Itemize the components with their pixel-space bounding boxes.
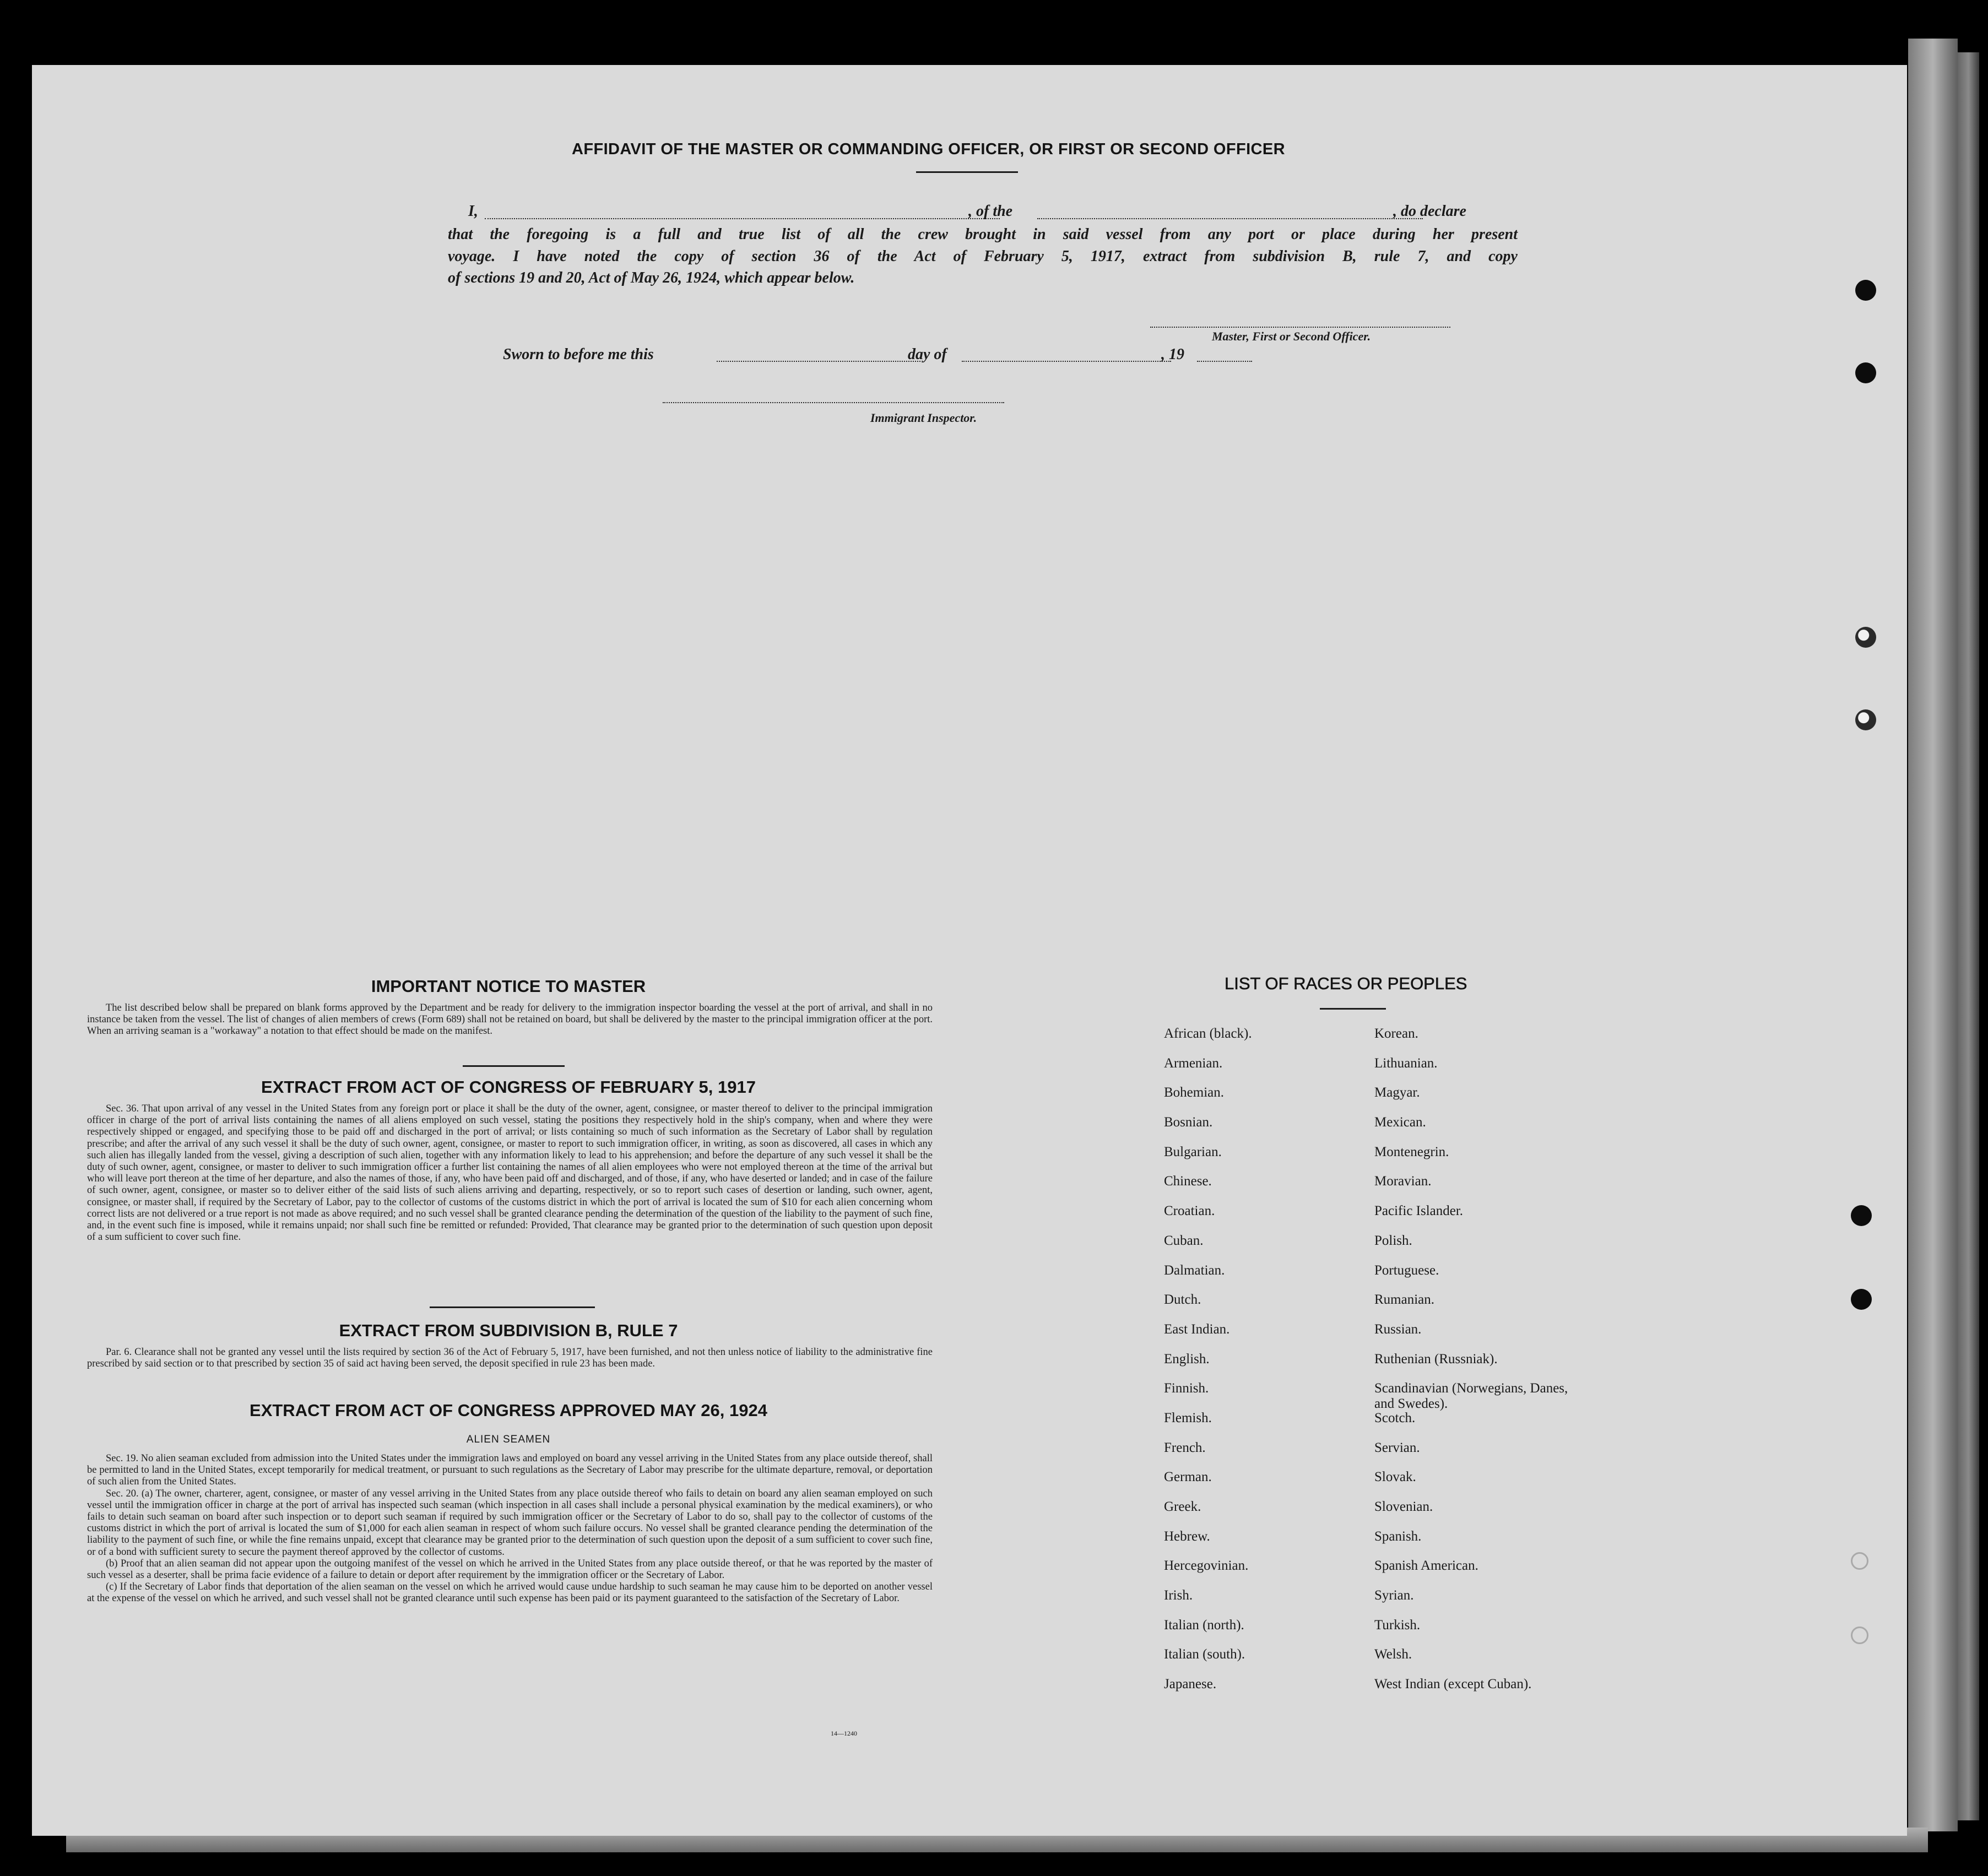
race-item: Magyar. (1374, 1085, 1420, 1100)
race-item: African (black). (1164, 1026, 1252, 1041)
affidavit-title: AFFIDAVIT OF THE MASTER OR COMMANDING OFFICER, OR FIRST OR SECOND OFFICER (572, 140, 1285, 158)
notice-body (87, 1002, 933, 1038)
race-item: Welsh. (1374, 1647, 1412, 1662)
race-item: Croatian. (1164, 1203, 1215, 1219)
punch-hole (1851, 1552, 1868, 1570)
year-prefix: , 19 (1161, 346, 1184, 363)
paragraph-6: Par. 6. Clearance shall not be granted any vessel until the lists required by section 36 of the Act of February 5, 1917, have been furnished, and not then unless notice of liability to the administrative fine prescribed by said section or to that prescribed by section 35 of said act having been served, the deposit specified in rule 23 has been made. (87, 1347, 933, 1370)
race-item: Lithuanian. (1374, 1055, 1438, 1071)
punch-hole (1851, 1289, 1872, 1310)
master-signature-line[interactable] (1150, 327, 1450, 328)
vessel-blank[interactable] (1037, 218, 1423, 219)
race-item: Moravian. (1374, 1174, 1432, 1189)
race-item: Syrian. (1374, 1588, 1414, 1603)
race-item: Russian. (1374, 1321, 1422, 1337)
race-item: Japanese. (1164, 1677, 1217, 1692)
race-item: West Indian (except Cuban). (1374, 1677, 1532, 1692)
section-20c-paragraph: (c) If the Secretary of Labor finds that deportation of the alien seaman on the vessel on which he arrived would cause undue hardship to such seaman he may cause him to be deported on another vessel at the expense of the vessel on which he arrived, and such vessel shall not be granted clearance until such expense has been paid or its payment guaranteed to the satisfaction of the Secretary of Labor. (87, 1581, 933, 1604)
section-20a-paragraph: Sec. 20. (a) The owner, charterer, agent, consignee, or master of any vessel arriving in the United States from any place outside thereof who fails to detain on board any alien seaman employed on such vessel until the immigration officer in charge at the port of arrival has inspected such seaman (which inspection in all cases shall include a personal physical examination by the medical examiners), or who fails to detain such seaman on board after such inspection or to deport such seaman if required by such immigration officer or the Secretary of Labor to do so, shall pay to the collector of customs of the customs district in which the port of arrival is located the sum of $1,000 for each alien seaman in respect of whom such failure occurs. No vessel shall be granted clearance pending the determination of the liability to the payment of such fine, or while the fine remains unpaid, except that clearance may be granted prior to the determination of such question upon the deposit of a sum sufficient to cover such fine, or of a bond with sufficient surety to secure the payment thereof approved by the collector of customs. (87, 1488, 933, 1558)
race-item: Portuguese. (1374, 1262, 1439, 1278)
race-item: Montenegrin. (1374, 1144, 1449, 1159)
race-item: Italian (north). (1164, 1617, 1244, 1633)
race-item: Spanish American. (1374, 1558, 1478, 1574)
race-item: Bulgarian. (1164, 1144, 1222, 1159)
punch-hole (1855, 627, 1876, 648)
name-blank[interactable] (485, 218, 1000, 219)
race-item: Slovak. (1374, 1470, 1416, 1485)
section-36-paragraph: Sec. 36. That upon arrival of any vessel in the United States from any foreign port or place it shall be the duty of the owner, agent, consignee, or master thereof to deliver to the principal immigration officer in charge of the port of arrival lists containing the names of all aliens employed on such vessel, stating the positions they respectively hold in the ship's company, when and where they were respectively shipped or engaged, and specifying those to be paid off and discharged in the port of arrival; or lists containing so much of such information as the Secretary of Labor shall by regulation prescribe; and after the arrival of any such vessel it shall be the duty of such owner, agent, consignee, or master to report to such immigration officer, in writing, as soon as discovered, all cases in which any such alien has illegally landed from the vessel, giving a description of such alien, together with any information likely to lead to his apprehension; and before the departure of any such vessel it shall be the duty of such owner, agent, consignee, or master to deliver to such immigration officer a further list containing the names of all alien employees who were not employed thereon at the time of the arrival but who will leave port thereon at the time of her departure, and also the names of those, if any, who have been paid off and discharged, and of those, if any, who have deserted or landed; and in case of the failure of such owner, agent, consignee, or master so to deliver either of the said lists of such aliens arriving and departing, respectively, or so to report such cases of desertion or landing, such owner, agent, consignee, or master shall, if required by the Secretary of Labor, pay to the collector of customs of the customs district in which the port of arrival is located the sum of $10 for each alien concerning whom correct lists are not delivered or a true report is not made as above required; and no such vessel shall be granted clearance pending the determination of the question of the liability to the payment of such fine, and, in the event such fine is imposed, while it remains unpaid; nor shall such fine be remitted or refunded: Provided, That clearance may be granted prior to the determination of such question upon deposit of a sum sufficient to cover such fine. (87, 1103, 933, 1243)
race-item: Hercegovinian. (1164, 1558, 1249, 1574)
race-item: Ruthenian (Russniak). (1374, 1351, 1498, 1367)
form-number: 14—1240 (831, 1729, 857, 1737)
affidavit-text-line-2: voyage. I have noted the copy of section 36 of the Act of February 5, 1917, extract from subdivision B, rule 7, and copy (448, 248, 1518, 265)
sworn-month-blank[interactable] (962, 361, 1171, 362)
affidavit-of-the: , of the (968, 203, 1013, 220)
extract-1917-body (87, 1103, 933, 1243)
extract-1924-title: EXTRACT FROM ACT OF CONGRESS APPROVED MAY 26, 1924 (250, 1401, 767, 1420)
divider (916, 171, 1018, 173)
race-item: Bosnian. (1164, 1115, 1213, 1130)
race-item: Finnish. (1164, 1381, 1209, 1396)
race-item: Slovenian. (1374, 1499, 1433, 1514)
affidavit-text-line-3: of sections 19 and 20, Act of May 26, 1924, which appear below. (448, 269, 855, 286)
punch-hole (1851, 1205, 1872, 1226)
race-item: Flemish. (1164, 1410, 1212, 1425)
race-item: Scandinavian (Norwegians, Danes, and Swedes). (1374, 1381, 1568, 1412)
rule-7-title: EXTRACT FROM SUBDIVISION B, RULE 7 (339, 1321, 678, 1340)
divider (1320, 1008, 1386, 1010)
rule-7-body (87, 1347, 933, 1370)
race-item: Greek. (1164, 1499, 1201, 1514)
race-item: Mexican. (1374, 1115, 1426, 1130)
punch-hole (1855, 362, 1876, 383)
inspector-caption: Immigrant Inspector. (870, 411, 977, 425)
divider (463, 1065, 565, 1067)
master-caption: Master, First or Second Officer. (1212, 329, 1371, 343)
race-item: Chinese. (1164, 1174, 1212, 1189)
race-item: Hebrew. (1164, 1528, 1210, 1544)
race-item: Pacific Islander. (1374, 1203, 1464, 1219)
race-item: Cuban. (1164, 1233, 1204, 1248)
affidavit-text-line-1: that the foregoing is a full and true list of all the crew brought in said vessel from any port or place during her present (448, 226, 1518, 243)
race-item: Dalmatian. (1164, 1262, 1225, 1278)
punch-hole (1851, 1626, 1868, 1644)
section-19-paragraph: Sec. 19. No alien seaman excluded from admission into the United States under the immigration laws and employed on board any vessel arriving in the United States from any place outside thereof, shall be permitted to land in the United States, except temporarily for medical treatment, or pursuant to such regulations as the Secretary of Labor may prescribe for the ultimate departure, removal, or deportation of such alien from the United States. (87, 1453, 933, 1488)
race-item: Scotch. (1374, 1410, 1416, 1425)
race-item: Spanish. (1374, 1528, 1422, 1544)
notice-title: IMPORTANT NOTICE TO MASTER (371, 977, 646, 996)
document-page (32, 65, 1907, 1836)
extract-1917-title: EXTRACT FROM ACT OF CONGRESS OF FEBRUARY 5, 1917 (261, 1077, 756, 1097)
divider (430, 1306, 595, 1308)
races-list (1164, 1026, 1573, 1706)
sworn-year-blank[interactable] (1197, 361, 1252, 362)
sworn-label: Sworn to before me this (503, 346, 654, 363)
punch-hole (1855, 709, 1876, 730)
race-item: East Indian. (1164, 1321, 1230, 1337)
section-20b-paragraph: (b) Proof that an alien seaman did not appear upon the outgoing manifest of the vessel on which he arrived in the United States from any place outside thereof, or that he was reported by the master of such vessel as a deserter, shall be prima facie evidence of a failure to detain or deport after requirement by the immigration officer or the Secretary of Labor. (87, 1558, 933, 1581)
notice-paragraph: The list described below shall be prepared on blank forms approved by the Department and be ready for delivery to the immigration inspector boarding the vessel at the port of arrival, and shall in no instance be taken from the vessel. The list of changes of alien members of crews (Form 689) shall not be retained on board, but shall be delivered by the master to the principal immigration officer at the port. When an arriving seaman is a "workaway" a notation to that effect should be made on the manifest. (87, 1002, 933, 1037)
race-item: Dutch. (1164, 1292, 1201, 1308)
affidavit-do-declare: , do declare (1393, 203, 1466, 220)
page-edge (1908, 39, 1958, 1831)
race-item: German. (1164, 1470, 1212, 1485)
sworn-day-blank[interactable] (717, 361, 920, 362)
day-of-label: day of (908, 346, 947, 363)
punch-hole (1855, 280, 1876, 301)
affidavit-i-label: I, (468, 203, 478, 220)
race-item: Irish. (1164, 1588, 1193, 1603)
race-item: Polish. (1374, 1233, 1412, 1248)
extract-1924-body (87, 1453, 933, 1605)
alien-seamen-subtitle: ALIEN SEAMEN (466, 1434, 551, 1445)
race-item: Armenian. (1164, 1055, 1223, 1071)
race-item: English. (1164, 1351, 1210, 1367)
race-item: Italian (south). (1164, 1647, 1245, 1662)
races-title: LIST OF RACES OR PEOPLES (1225, 974, 1467, 993)
race-item: Bohemian. (1164, 1085, 1225, 1100)
race-item: Rumanian. (1374, 1292, 1435, 1308)
race-item: Korean. (1374, 1026, 1418, 1041)
race-item: Turkish. (1374, 1617, 1421, 1633)
inspector-signature-line[interactable] (663, 402, 1004, 403)
race-item: French. (1164, 1440, 1206, 1455)
race-item: Servian. (1374, 1440, 1420, 1455)
